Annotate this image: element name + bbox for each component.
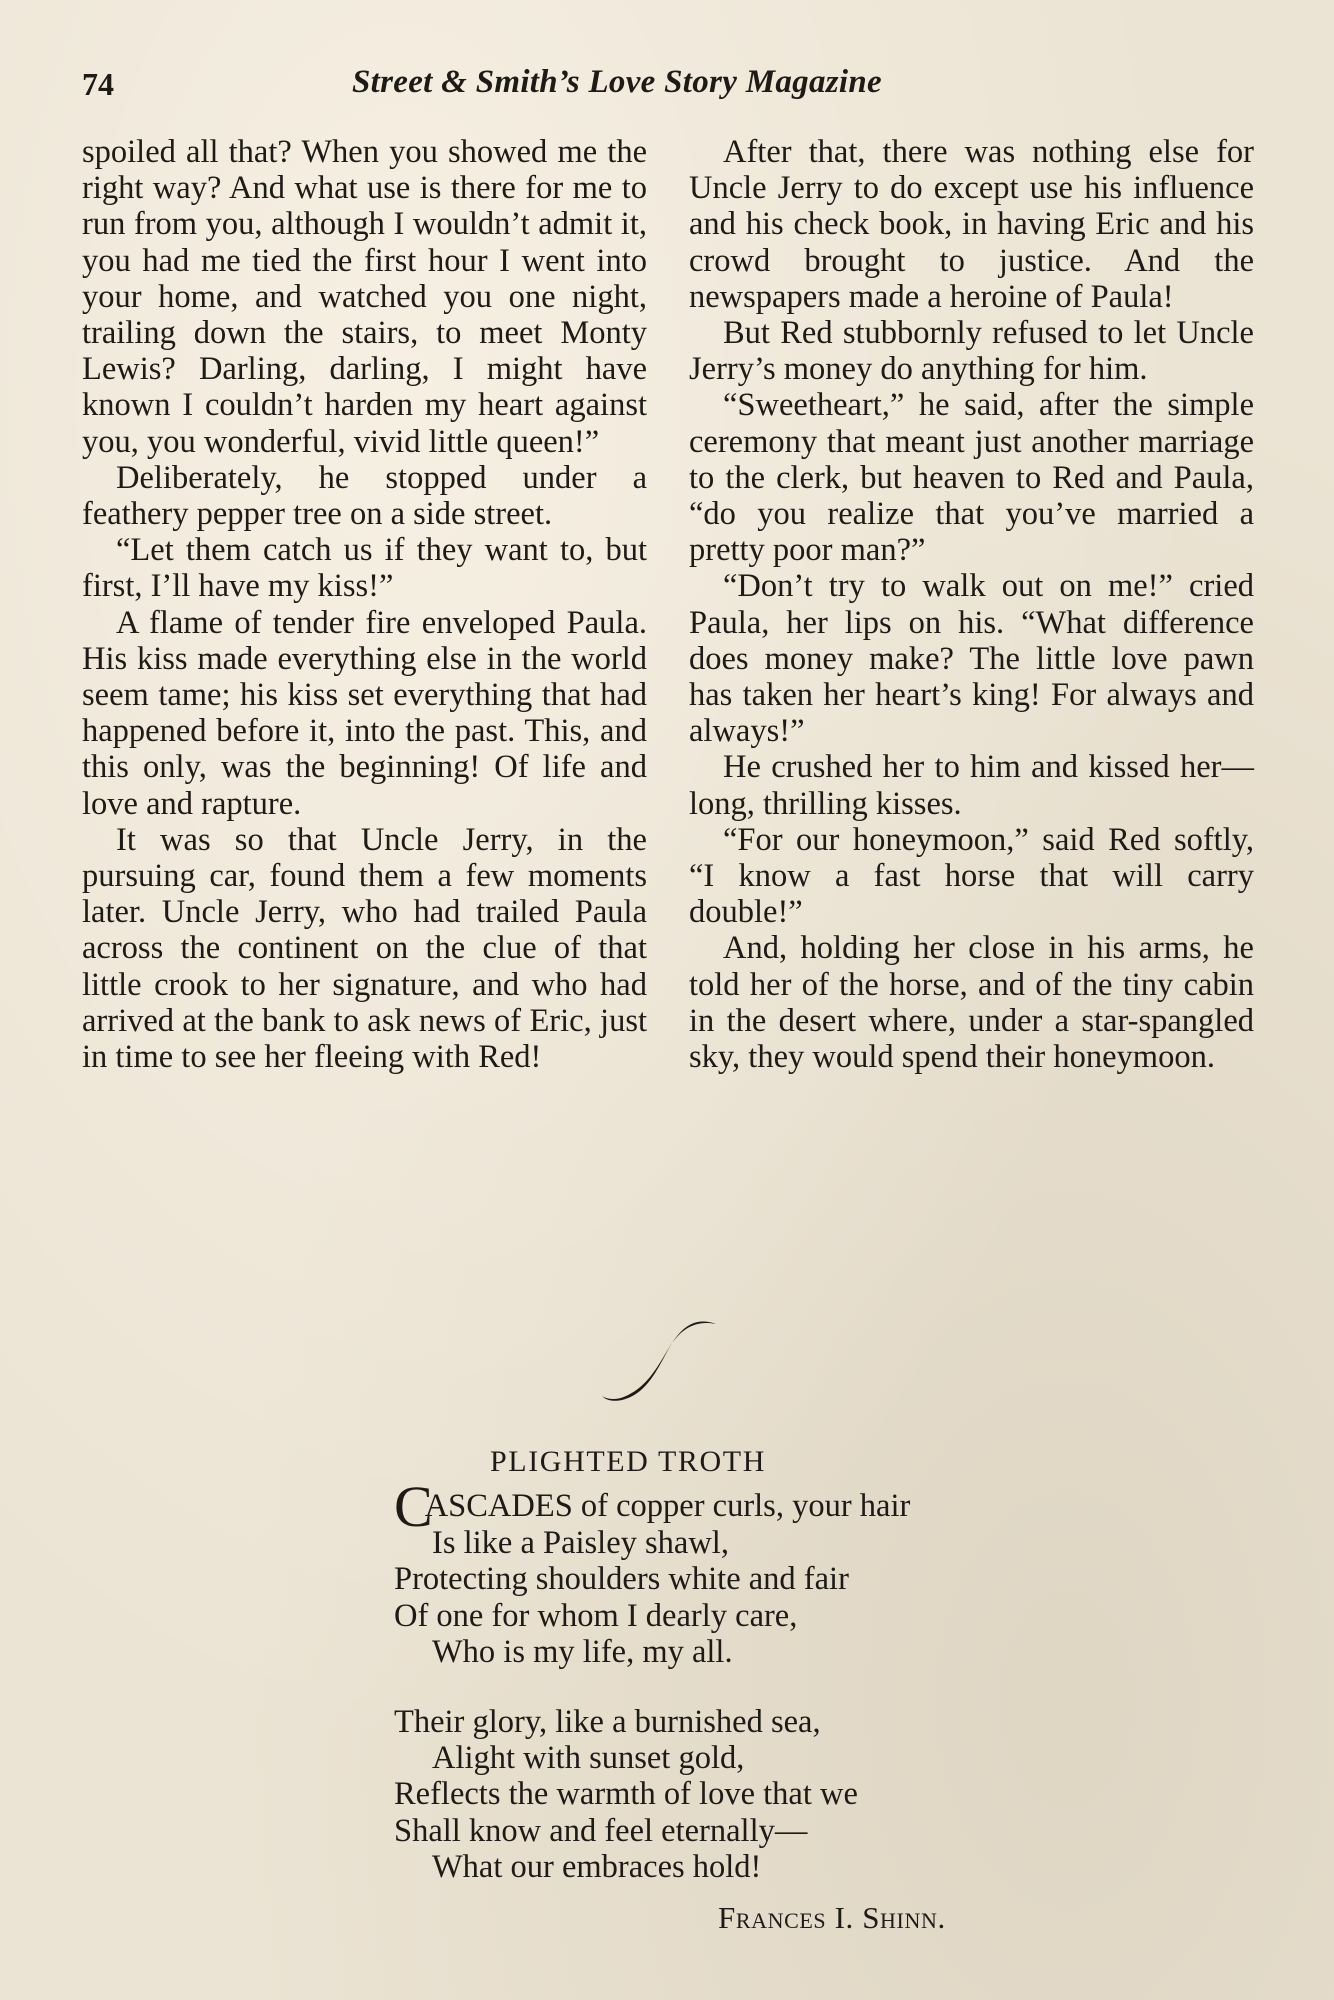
paragraph: “Let them catch us if they want to, but first, I’ll have my kiss!” (82, 532, 647, 605)
poem-line: Protecting shoulders white and fair (394, 1561, 849, 1598)
paragraph: A flame of tender fire enveloped Paula. His kiss made everything else in the world seem tame; his kiss set everything that had happened before it, into the past. This, and this only, was the beginning! Of life and love and rapture. (82, 604, 647, 822)
paragraph: “For our honeymoon,” said Red softly, “I know a fast horse that will carry double!” (689, 821, 1254, 931)
swash-ornament-icon (598, 1310, 728, 1410)
poem (394, 1444, 1034, 1919)
left-text-column (82, 134, 647, 1075)
poem-line-text: ASCADES of copper curls, your hair (424, 1488, 911, 1525)
poem-line: Reflects the warmth of love that we (394, 1776, 858, 1813)
stanza (394, 1474, 1034, 1670)
paragraph: But Red stubbornly refused to let Uncle Jerry’s money do anything for him. (689, 315, 1254, 388)
poem-author: Frances I. Shinn. (718, 1900, 946, 1935)
poem-line (394, 1474, 1034, 1540)
right-text-column (689, 134, 1254, 1075)
poem-line: Alight with sunset gold, (432, 1740, 745, 1777)
poem-line: What our embraces hold! (432, 1848, 762, 1885)
paragraph: After that, there was nothing else for Uncle Jerry to do except use his influence and his check book, in having Eric and his crowd brought to justice. And the newspapers made a heroine of Paula! (689, 134, 1254, 315)
poem-line: Their glory, like a burnished sea, (394, 1704, 821, 1741)
poem-line: Shall know and feel eternally— (394, 1812, 808, 1849)
paragraph: spoiled all that? When you showed me the right way? And what use is there for me to run from you, although I wouldn’t admit it, you had me tied the first hour I went into your home, and watched you one night, trailing down the stairs, to meet Monty Lewis? Darling, darling, I might have known I couldn’t harden my heart against you, you wonderful, vivid little queen!” (82, 134, 647, 460)
paragraph: Deliberately, he stopped under a feathery pepper tree on a side street. (82, 459, 647, 533)
paragraph: It was so that Uncle Jerry, in the pursuing car, found them a few moments later. Uncle Jerry, who had trailed Paula across the continent on the clue of that little crook to her signature, and who had arrived at the bank to ask news of Eric, just in time to see her fleeing with Red! (82, 821, 647, 1076)
paragraph: He crushed her to him and kissed her—long, thrilling kisses. (689, 749, 1254, 822)
poem-line: Of one for whom I dearly care, (394, 1597, 798, 1634)
page-number: 74 (82, 66, 114, 102)
journal-title: Street & Smith’s Love Story Magazine (352, 64, 882, 100)
paragraph: “Don’t try to walk out on me!” cried Paula, her lips on his. “What difference does money make? The little love pawn has taken her heart’s king! For always and always!” (689, 568, 1254, 750)
paragraph: “Sweetheart,” he said, after the simple ceremony that meant just another marriage to the clerk, but heaven to Red and Paula, “do you realize that you’ve married a pretty poor man?” (689, 387, 1254, 569)
running-head (82, 60, 1252, 110)
stanza (394, 1704, 1034, 1885)
paragraph: And, holding her close in his arms, he told her of the horse, and of the tiny cabin in the desert where, under a star-spangled sky, they would spend their honeymoon. (689, 930, 1254, 1076)
poem-line: Who is my life, my all. (432, 1633, 733, 1670)
drop-cap: C (394, 1474, 433, 1540)
poem-title: PLIGHTED TROTH (490, 1445, 766, 1478)
poem-line: Is like a Paisley shawl, (432, 1525, 729, 1562)
